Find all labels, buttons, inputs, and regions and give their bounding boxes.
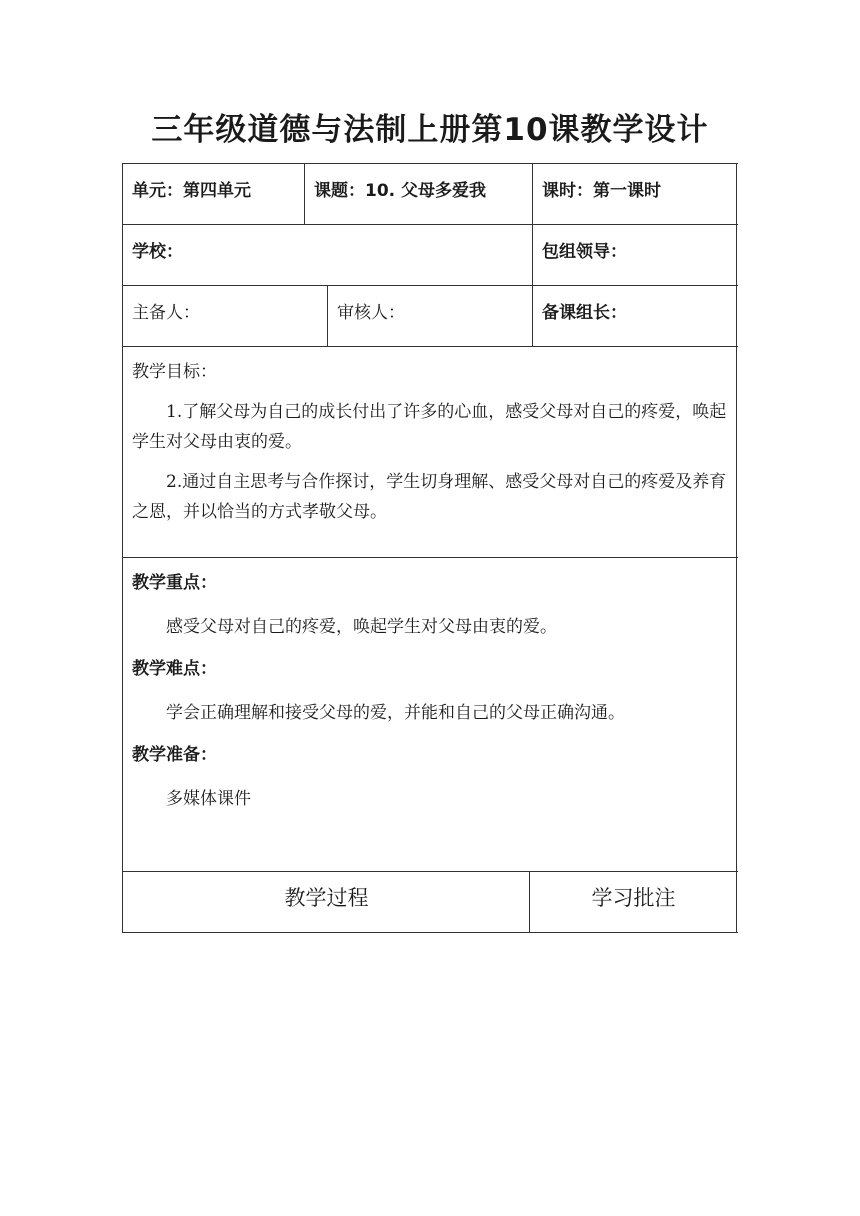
header-row <box>123 164 738 225</box>
staff-row <box>123 286 738 347</box>
period-cell: 课时：第一课时 <box>533 164 737 224</box>
notes-header: 学习批注 <box>530 872 737 932</box>
preparation-heading: 教学准备： <box>132 745 217 765</box>
objectives-row <box>123 347 738 558</box>
objective-item-1: 1.了解父母为自己的成长付出了许多的心血，感受父母对自己的疼爱，唤起学生对父母由衷的爱。 <box>132 402 727 452</box>
key-points-heading: 教学重点： <box>132 573 217 593</box>
objectives-heading: 教学目标： <box>132 362 217 382</box>
school-cell: 学校： <box>123 225 533 285</box>
preparer-cell: 主备人： <box>123 286 328 346</box>
objective-item-2: 2.通过自主思考与合作探讨，学生切身理解、感受父母对自己的疼爱及养育之恩，并以恰当的方式孝敬父母。 <box>132 472 727 522</box>
details-row <box>123 558 738 872</box>
leader-cell: 包组领导： <box>533 225 737 285</box>
preparation-text: 多媒体课件 <box>166 789 251 809</box>
objectives-block <box>123 347 737 557</box>
details-block <box>123 558 737 871</box>
document-title: 三年级道德与法制上册第10课教学设计 <box>151 112 709 148</box>
process-header: 教学过程 <box>123 872 530 932</box>
difficulties-text: 学会正确理解和接受父母的爱，并能和自己的父母正确沟通。 <box>166 703 625 723</box>
topic-cell: 课题：10. 父母多爱我 <box>305 164 533 224</box>
key-points-text: 感受父母对自己的疼爱，唤起学生对父母由衷的爱。 <box>166 617 557 637</box>
group-leader-cell: 备课组长： <box>533 286 737 346</box>
unit-cell: 单元：第四单元 <box>123 164 305 224</box>
process-row <box>123 872 738 933</box>
difficulties-heading: 教学难点： <box>132 659 217 679</box>
lesson-plan-table <box>122 163 738 933</box>
school-row <box>123 225 738 286</box>
reviewer-cell: 审核人： <box>328 286 533 346</box>
